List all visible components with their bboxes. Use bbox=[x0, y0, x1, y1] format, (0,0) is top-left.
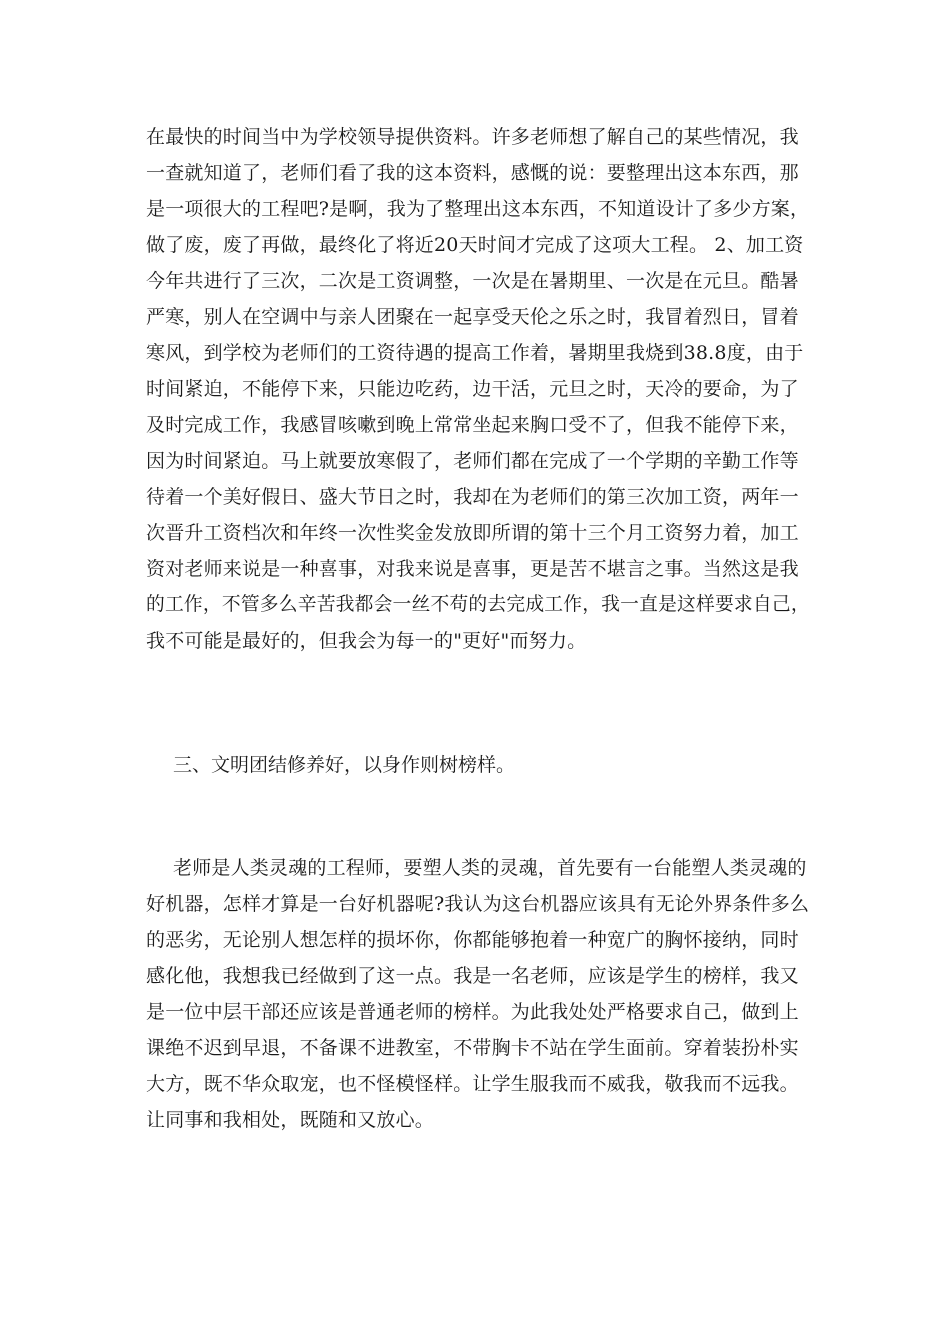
paragraph-line: 严寒，别人在空调中与亲人团聚在一起享受天伦之乐之时，我冒着烈日，冒着 bbox=[146, 306, 799, 328]
paragraph-line: 好机器，怎样才算是一台好机器呢?我认为这台机器应该具有无论外界条件多么 bbox=[146, 893, 810, 915]
paragraph-line: 是一位中层干部还应该是普通老师的榜样。为此我处处严格要求自己，做到上 bbox=[146, 1001, 799, 1023]
paragraph-line: 及时完成工作，我感冒咳嗽到晚上常常坐起来胸口受不了，但我不能停下来， bbox=[146, 414, 799, 436]
paragraph-line: 因为时间紧迫。马上就要放寒假了，老师们都在完成了一个学期的辛勤工作等 bbox=[146, 450, 799, 472]
paragraph-line: 在最快的时间当中为学校领导提供资料。许多老师想了解自己的某些情况，我 bbox=[146, 126, 799, 148]
paragraph-line: 是一项很大的工程吧?是啊，我为了整理出这本东西，不知道设计了多少方案， bbox=[146, 198, 810, 220]
paragraph-line: 感化他，我想我已经做到了这一点。我是一名老师，应该是学生的榜样，我又 bbox=[146, 965, 799, 987]
paragraph-line: 让同事和我相处，既随和又放心。 bbox=[146, 1109, 435, 1131]
paragraph-line: 做了废，废了再做，最终化了将近20天时间才完成了这项大工程。 2、加工资 bbox=[146, 234, 804, 256]
paragraph-line: 我不可能是最好的，但我会为每一的"更好"而努力。 bbox=[146, 630, 587, 652]
paragraph-line: 次晋升工资档次和年终一次性奖金发放即所谓的第十三个月工资努力着，加工 bbox=[146, 522, 799, 544]
paragraph-line: 老师是人类灵魂的工程师，要塑人类的灵魂，首先要有一台能塑人类灵魂的 bbox=[173, 857, 807, 879]
paragraph-line: 资对老师来说是一种喜事，对我来说是喜事，更是苦不堪言之事。当然这是我 bbox=[146, 558, 799, 580]
section-heading: 三、文明团结修养好，以身作则树榜样。 bbox=[173, 754, 516, 776]
paragraph-line: 课绝不迟到早退，不备课不进教室，不带胸卡不站在学生面前。穿着装扮朴实 bbox=[146, 1037, 799, 1059]
paragraph-line: 的恶劣，无论别人想怎样的损坏你，你都能够抱着一种宽广的胸怀接纳，同时 bbox=[146, 929, 799, 951]
paragraph-line: 今年共进行了三次，二次是工资调整，一次是在暑期里、一次是在元旦。酷暑 bbox=[146, 270, 799, 292]
paragraph-line: 的工作，不管多么辛苦我都会一丝不苟的去完成工作，我一直是这样要求自己， bbox=[146, 594, 810, 615]
paragraph-line: 时间紧迫，不能停下来，只能边吃药，边干活，元旦之时，天冷的要命，为了 bbox=[146, 378, 799, 400]
paragraph-line: 待着一个美好假日、盛大节日之时，我却在为老师们的第三次加工资，两年一 bbox=[146, 486, 799, 508]
paragraph-line: 大方，既不华众取宠，也不怪模怪样。让学生服我而不威我，敬我而不远我。 bbox=[146, 1073, 799, 1095]
paragraph-line: 寒风，到学校为老师们的工资待遇的提高工作着，暑期里我烧到38.8度，由于 bbox=[146, 342, 804, 364]
paragraph-line: 一查就知道了，老师们看了我的这本资料，感慨的说：要整理出这本东西，那 bbox=[146, 162, 799, 184]
